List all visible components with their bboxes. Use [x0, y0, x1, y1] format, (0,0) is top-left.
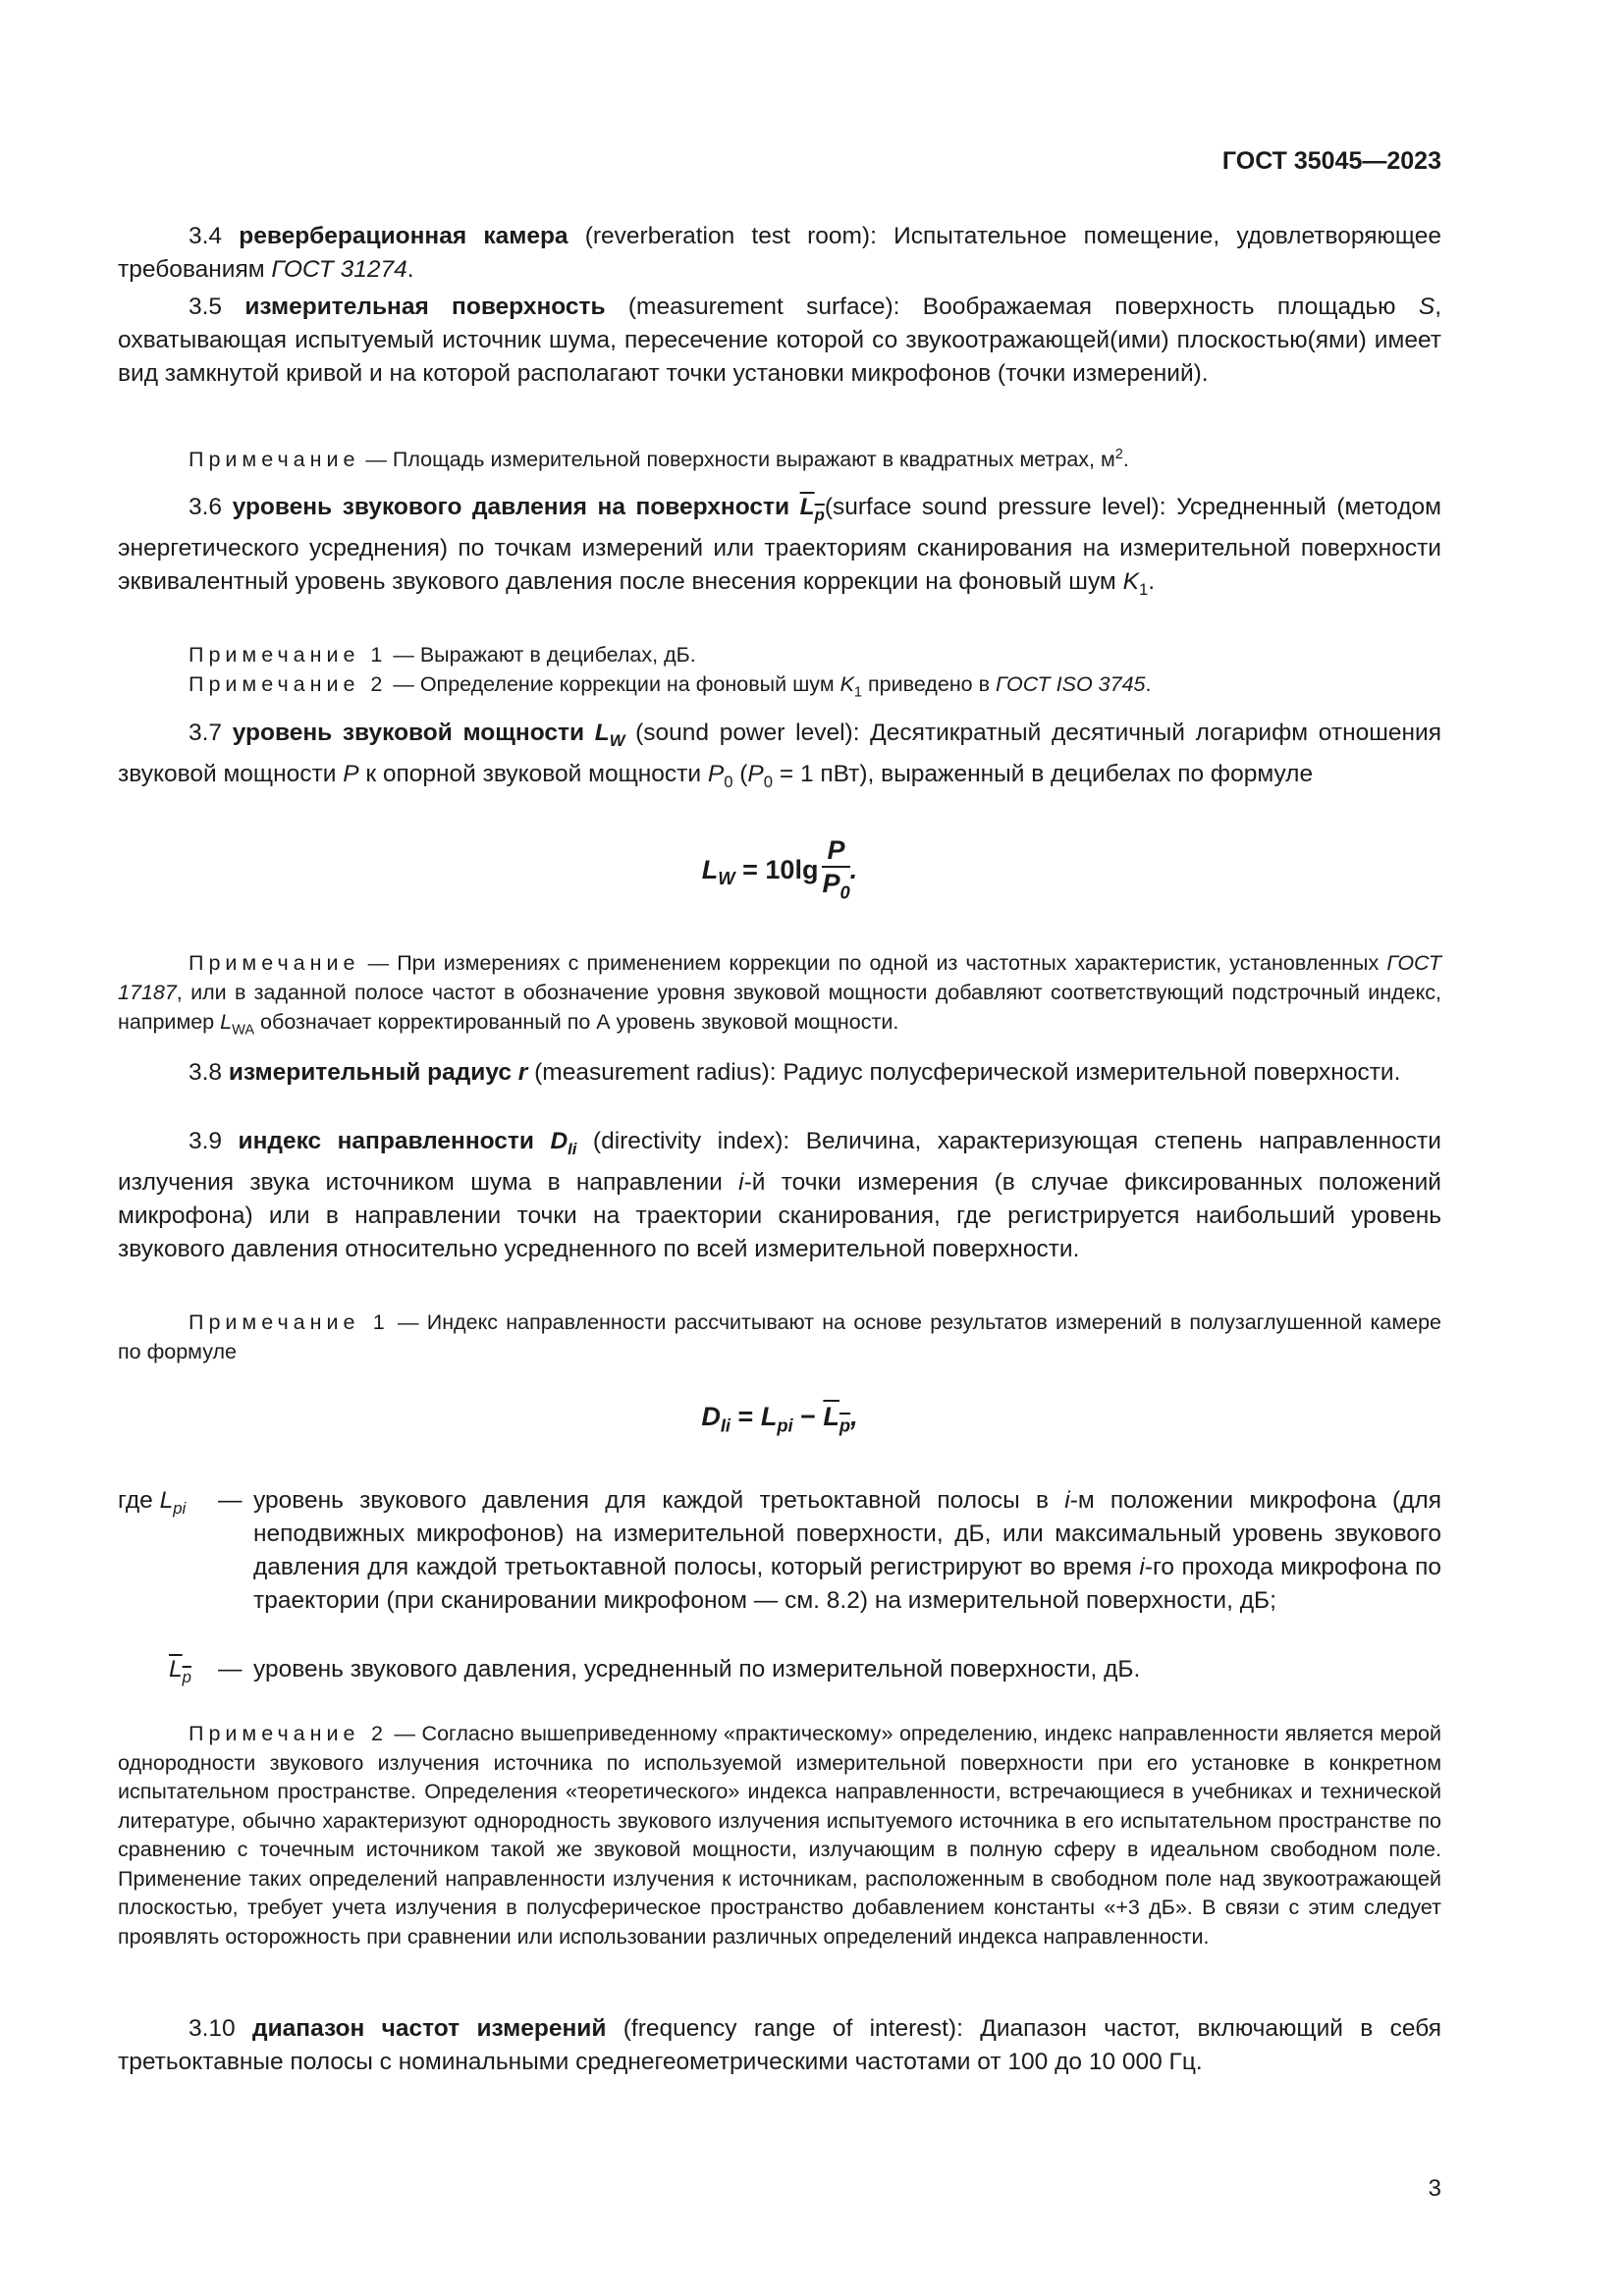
term: диапазон частот измерений — [252, 2015, 607, 2042]
clause-3-4: 3.4 реверберационная камера (reverberation test room): Испытательное помещение, удовлетворяющее требованиям ГОСТ 31274. — [118, 223, 1441, 283]
where-item-lpi: уровень звукового давления для каждой третьоктавной полосы в i-м положении микрофона (для неподвижных микрофонов) на измерительной поверхности, дБ, или максимальный уровень звукового давления для каждой третьоктавной полосы, который регистрируют во время i-го прохода микрофона по траектории (при сканировании микрофоном — см. 8.2) на измерительной поверхности, дБ; — [253, 1487, 1441, 1614]
note-label: Примечание — [189, 448, 360, 472]
term: измерительный радиус — [228, 1059, 512, 1086]
term: уровень звукового давления на поверхности — [232, 494, 790, 520]
term: реверберационная камера — [239, 223, 568, 249]
clause-3-8: 3.8 измерительный радиус r (measurement radius): Радиус полусферической измерительной поверхности. — [189, 1059, 1401, 1086]
note-3-6-2: Примечание 2 — Определение коррекции на фоновый шум $K_1$ приведено в ГОСТ ISO 3745. — [189, 672, 1152, 701]
note-label: Примечание 1 — [189, 1310, 390, 1334]
note-label: Примечание 2 — [189, 672, 388, 696]
clause-3-7: 3.7 уровень звуковой мощности $L_W$ (sound power level): Десятикратный десятичный логарифм отношения звуковой мощности P к опорной звуковой мощности $P_0$ ($P_0 = 1$ пВт), выраженный в децибелах по формуле — [118, 720, 1442, 791]
note-label: Примечание — [189, 951, 360, 975]
clause-3-10: 3.10 диапазон частот измерений (frequency range of interest): Диапазон частот, включающий в себя третьоктавные полосы с номинальными среднегеометрическими частотами от 100 до 10 000 Гц. — [118, 2015, 1441, 2075]
symbol: r — [517, 1059, 528, 1086]
where-item-lp: уровень звукового давления, усредненный по измерительной поверхности, дБ. — [253, 1656, 1141, 1682]
where-symbol-lp: $L_p$ — [169, 1656, 191, 1686]
symbol: $D_{Ii}$ — [550, 1128, 577, 1158]
term: уровень звуковой мощности — [232, 720, 585, 746]
page-number: 3 — [1428, 2175, 1441, 2202]
formula-directivity-index: $D_{Ii} = L_{pi} - L_p$, — [701, 1402, 858, 1436]
where-label: где $L_{pi}$ — [118, 1487, 187, 1518]
clause-3-6: 3.6 уровень звукового давления на поверхности $L_p(surface$ sound pressure level): Усредненный (методом энергетического усреднения) по точкам измерений или траекториям сканирования на измерительной поверхности эквивалентный уровень звукового давления после внесения коррекции на фоновый шум $K_1$. — [118, 494, 1441, 599]
reference: ГОСТ 31274 — [271, 256, 407, 283]
clause-3-5: 3.5 измерительная поверхность (measurement surface): Воображаемая поверхность площадью S, охватывающая испытуемый источник шума, пересечение которой со звукоотражающей(ими) плоскостью(ями) имеет вид замкнутой кривой и на которой располагают точки установки микрофонов (точки измерений). — [118, 294, 1441, 387]
formula-sound-power-level: $L_W = 10\lg$ $\frac{P}{P_0}$ . — [701, 835, 858, 903]
standard-id: ГОСТ 35045—2023 — [1221, 147, 1441, 175]
reference: ГОСТ 17187 — [118, 951, 1441, 1004]
reference: ГОСТ ISO 3745 — [996, 672, 1146, 696]
term: измерительная поверхность — [244, 294, 606, 320]
note-3-7: Примечание — При измерениях с применением коррекции по одной из частотных характеристик, установленных ГОСТ 17187, или в заданной полосе частот в обозначение уровня звуковой мощности добавляют соответствующий подстрочный индекс, например $L_{WA}$ обозначает корректированный по А уровень звуковой мощности. — [118, 951, 1441, 1039]
note-3-5: Примечание — Площадь измерительной поверхности выражают в квадратных метрах, $м^2$. — [189, 447, 1129, 472]
clause-3-9: 3.9 индекс направленности $D_{Ii}$ (directivity index): Величина, характеризующая степень направленности излучения звука источником шума в направлении i-й точки измерения (в случае фиксированных положений микрофона) или в направлении точки на траектории сканирования, где регистрируется наибольший уровень звукового давления относительно усредненного по всей измерительной поверхности. — [118, 1128, 1441, 1262]
document-header — [118, 147, 1441, 176]
symbol: $L_p$ — [799, 494, 825, 524]
term: индекс направленности — [238, 1128, 534, 1154]
note-3-6-1: Примечание 1 — Выражают в децибелах, дБ. — [189, 643, 696, 667]
note-label: Примечание 1 — [189, 643, 388, 667]
note-label: Примечание 2 — [189, 1722, 388, 1745]
note-3-9-1: Примечание 1 — Индекс направленности рассчитывают на основе результатов измерений в полузаглушенной камере по формуле — [118, 1310, 1442, 1363]
note-3-9-2: Примечание 2 — Согласно вышеприведенному «практическому» определению, индекс направленности является мерой однородности звукового излучения источника по используемой измерительной поверхности при его установке в конкретном испытательном пространстве. Определения «теоретического» индекса направленности, встречающиеся в учебниках и технической литературе, обычно характеризуют однородность звукового излучения испытуемого источника в его испытательном пространстве по сравнению с точечным источником такой же звуковой мощности, излучающим в полную сферу в идеальном свободном поле. Применение таких определений направленности излучения к источникам, расположенным в свободном поле над звукоотражающей плоскостью, требует учета излучения в полусферическое пространство добавлением константы «+3 дБ». В связи с этим следует проявлять осторожность при сравнении или использовании различных определений индекса направленности. — [118, 1722, 1441, 1949]
symbol: $L_W$ — [594, 720, 625, 750]
